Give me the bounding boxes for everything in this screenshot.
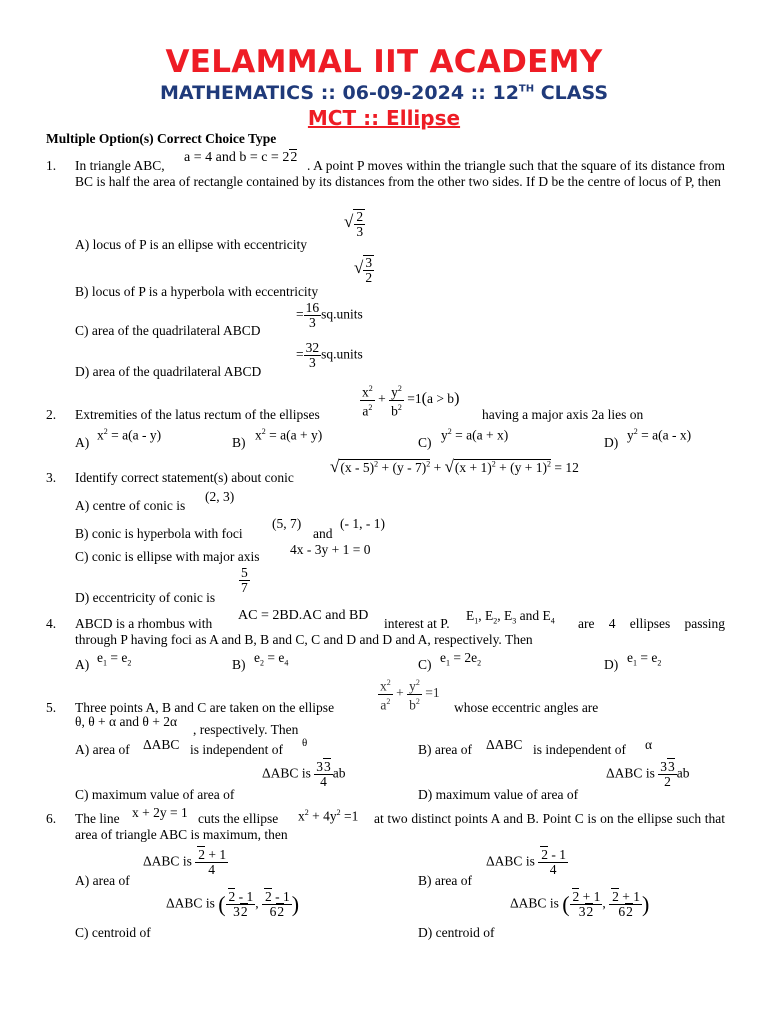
q4-option-d: D) — [604, 657, 619, 672]
q5-math2: θ, θ + α and θ + 2α — [75, 714, 178, 729]
q4-option-a: A) — [75, 657, 90, 672]
q5-text-b: whose eccentric angles are — [454, 700, 599, 715]
q3-option-c-math: 4x - 3y + 1 = 0 — [290, 542, 371, 557]
q4-option-b-math: $e_2 = e_4$ — [254, 650, 289, 668]
q6-option-b: B) area of — [418, 873, 472, 888]
academy-title: VELAMMAL IIT ACADEMY — [165, 44, 603, 80]
q3-option-a: A) centre of conic is — [75, 498, 186, 513]
question-6 — [46, 805, 726, 847]
question-number: 4. — [46, 616, 57, 631]
q5-option-b: B) area of — [418, 742, 472, 757]
q5-text-a: Three points A, B and C are taken on the ellipse — [75, 700, 335, 715]
q6-option-a-math: ΔABC is $\frac{2 + 1}{4}$ — [143, 847, 227, 877]
q5-option-a: A) area of — [75, 742, 130, 757]
q3-text-a: Identify correct statement(s) about conic — [75, 470, 294, 485]
section-title: Multiple Option(s) Correct Choice Type — [46, 131, 277, 146]
q4-option-d-math: $e_1 = e_2$ — [627, 650, 662, 668]
q6-option-c: C) centroid of — [75, 925, 151, 940]
q6-math2: $x^2 + 4y^2 =1$ — [298, 808, 359, 824]
q4-math: AC = 2BD.AC and BD — [238, 608, 369, 623]
q2-number: 2. — [46, 407, 57, 422]
q5-option-a-math: ΔABC — [143, 737, 180, 752]
q4-option-c: C) — [418, 657, 432, 672]
q2-math: $\frac{x^2}{a^2}$ + $\frac{y^2}{b^2}$ =1(a > b) — [362, 384, 460, 418]
q1-option-d-math: = $\frac{32}{3}$ sq.units — [296, 340, 363, 370]
q2-option-b: B) — [232, 435, 246, 450]
q1-text-a: In triangle ABC, — [75, 158, 165, 173]
q6-option-d-math: ΔABC is ( $\frac{2 + 1}{32}$ , $\frac{2 + 1}{62}$ ) — [510, 889, 650, 919]
q3-option-d: D) eccentricity of conic is — [75, 590, 216, 605]
q6-option-c-math: ΔABC is ( $\frac{2 - 1}{32}$ , $\frac{2 - 1}{62}$ ) — [166, 889, 300, 919]
q1-option-b-math: √ $\frac{3}{2}$ — [354, 255, 373, 285]
q6-text-c: at two distinct points A and B. Point C is on the ellipse such that area of triangle ABC is maximum, then — [75, 811, 725, 842]
q3-option-c: C) conic is ellipse with major axis — [75, 549, 260, 564]
q2-option-c: C) — [418, 435, 432, 450]
q5-option-b-alpha: α — [645, 737, 653, 752]
q6-option-a: A) area of — [75, 873, 130, 888]
q2-option-d: D) — [604, 435, 619, 450]
q5-option-d: D) maximum value of area of — [418, 787, 579, 802]
q1-option-a: A) locus of P is an ellipse with eccentricity — [75, 237, 307, 252]
q6-text-b: cuts the ellipse — [198, 811, 279, 826]
q1-option-c-math: = $\frac{16}{3}$ sq.units — [296, 300, 363, 330]
q2-option-c-math: $y^2 = a(a + x)$ — [441, 427, 509, 443]
topic-text: MCT :: Ellipse — [307, 106, 461, 130]
q3-math: $√(x - 5)^2 + (y - 7)^2 + √(x + 1)^2 + (y + 1)^2 = 12$ — [330, 457, 579, 476]
question-number: 6. — [46, 811, 57, 826]
q4-text-b: interest at P. — [384, 616, 450, 631]
q5-text-c: , respectively. Then — [193, 722, 299, 737]
question-4 — [46, 608, 726, 652]
q5-number: 5. — [46, 700, 57, 715]
q2-option-d-math: $y^2 = a(a - x)$ — [627, 427, 692, 443]
q1-math: a = 4 and b = c = 22 — [184, 150, 298, 165]
q3-option-b-and: and — [313, 526, 333, 541]
q1-option-c: C) area of the quadrilateral ABCD — [75, 323, 261, 338]
subtitle-sup: TH — [518, 83, 535, 95]
q3-option-a-math: (2, 3) — [205, 489, 235, 504]
q3-option-d-math: $\frac{5}{7}$ — [241, 565, 248, 595]
q5-option-c: C) maximum value of area of — [75, 787, 235, 802]
q2-option-a: A) — [75, 435, 90, 450]
q6-text-a: The line — [75, 811, 120, 826]
q5-option-a-indep: is independent of — [190, 742, 283, 757]
q1-option-a-math: √ $\frac{2}{3}$ — [344, 209, 364, 239]
q5-option-b-math: ΔABC — [486, 737, 523, 752]
q5-option-b-indep: is independent of — [533, 742, 626, 757]
q5-option-a-theta: θ — [302, 737, 308, 749]
q5-math: $\frac{x^2}{a^2}$ + $\frac{y^2}{b^2}$ =1 — [380, 678, 440, 712]
q2-text-a: Extremities of the latus rectum of the ellipses — [75, 407, 320, 422]
q1-option-b: B) locus of P is a hyperbola with eccentricity — [75, 284, 319, 299]
topic-heading — [0, 106, 768, 130]
q4-option-c-math: $e_1 = 2e_2$ — [440, 650, 482, 668]
subtitle-main: MATHEMATICS :: 06-09-2024 :: 12 — [159, 82, 519, 104]
q2-option-a-math: $x^2 = a(a - y)$ — [97, 427, 162, 443]
q4-text-c: are 4 ellipses passing through P having foci as A and B, B and C, C and D and D and A, respectively. Then — [75, 616, 725, 647]
q2-text-b: having a major axis 2a lies on — [482, 407, 644, 422]
q1-text-b: . A point P moves within the triangle such that the square of its distance from BC is half the area of rectangle contained by its distances from the other two sides. If D be the centre of locus of P, then — [75, 158, 725, 189]
q1-option-d: D) area of the quadrilateral ABCD — [75, 364, 262, 379]
q6-option-d: D) centroid of — [418, 925, 495, 940]
q4-math2: $E_1$, $E_2$, $E_3$ and $E_4$ — [466, 608, 555, 626]
q5-option-c-math: ΔABC is $\frac{33}{4}$ ab — [262, 759, 346, 789]
q3-number: 3. — [46, 470, 57, 485]
q6-option-b-math: ΔABC is $\frac{2 - 1}{4}$ — [486, 847, 566, 877]
exam-subtitle — [0, 82, 768, 104]
q4-text-a: ABCD is a rhombus with — [75, 616, 213, 631]
q6-math: x + 2y = 1 — [132, 805, 188, 820]
q3-option-b: B) conic is hyperbola with foci — [75, 526, 243, 541]
q3-option-b-math2: (- 1, - 1) — [340, 516, 385, 531]
q3-option-b-math: (5, 7) — [272, 516, 302, 531]
q2-option-b-math: $x^2 = a(a + y)$ — [255, 427, 323, 443]
question-number: 1. — [46, 158, 57, 173]
subtitle-end: CLASS — [534, 82, 609, 104]
q4-option-a-math: $e_1 = e_2$ — [97, 650, 132, 668]
q4-option-b: B) — [232, 657, 246, 672]
q5-option-d-math: ΔABC is $\frac{33}{2}$ ab — [606, 759, 690, 789]
